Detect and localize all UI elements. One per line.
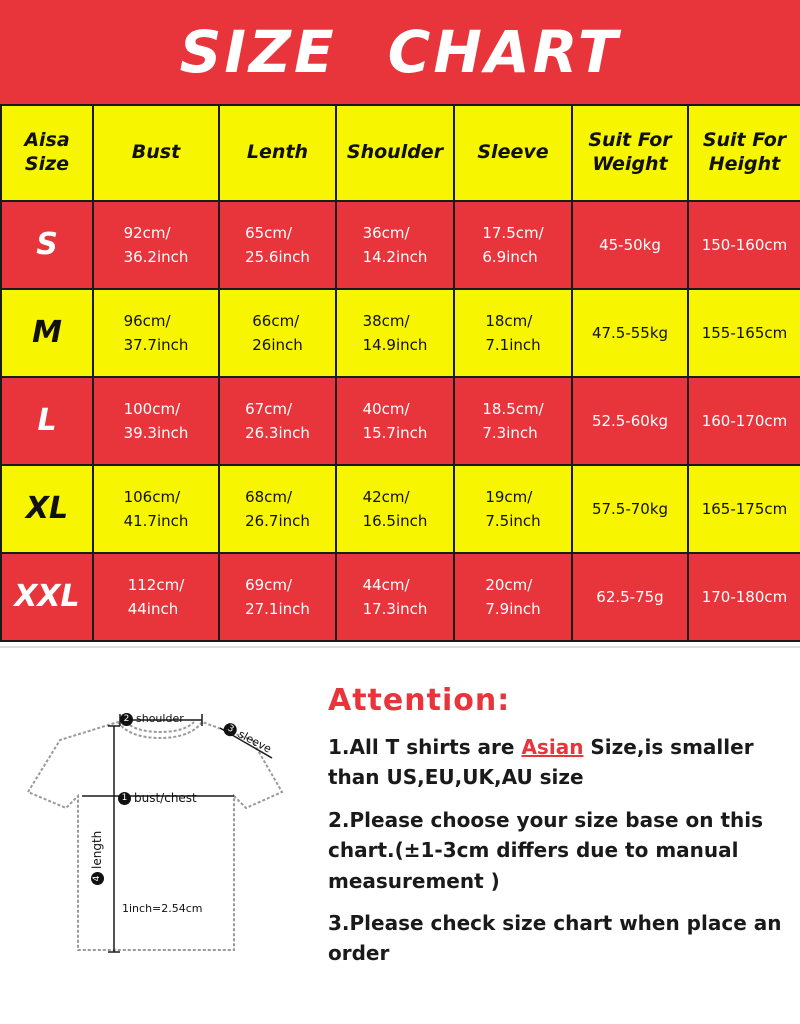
sleeve-line: 7.3inch — [482, 424, 538, 442]
sleeve-line: 6.9inch — [482, 248, 538, 266]
size-cell: S — [1, 201, 93, 289]
bust-line: 41.7inch — [123, 512, 189, 530]
size-cell: L — [1, 377, 93, 465]
length-label-text: length — [90, 830, 104, 869]
attention-heading: Attention: — [328, 683, 511, 718]
height-cell: 155-165cm — [688, 289, 800, 377]
sleeve-cell — [454, 465, 572, 553]
length-cell — [219, 465, 336, 553]
size-cell: M — [1, 289, 93, 377]
header-bust: Bust — [93, 105, 219, 201]
shoulder-line: 16.5inch — [362, 512, 428, 530]
asian-highlight: Asian — [521, 735, 584, 759]
header-sleeve: Sleeve — [454, 105, 572, 201]
length-cell — [219, 377, 336, 465]
weight-cell: 62.5-75g — [572, 553, 688, 641]
shoulder-cell — [336, 201, 454, 289]
header-height: Suit For Height — [688, 105, 800, 201]
height-cell: 170-180cm — [688, 553, 800, 641]
weight-cell: 47.5-55kg — [572, 289, 688, 377]
height-cell: 160-170cm — [688, 377, 800, 465]
sleeve-cell — [454, 377, 572, 465]
bust-line: 106cm/ — [123, 488, 181, 506]
sleeve-line: 18.5cm/ — [482, 400, 544, 418]
length-line: 67cm/ — [245, 400, 293, 418]
sleeve-cell — [454, 289, 572, 377]
bust-line: 36.2inch — [123, 248, 189, 266]
shoulder-label — [120, 712, 184, 726]
length-line: 69cm/ — [245, 576, 293, 594]
title-banner — [0, 0, 800, 104]
sleeve-line: 7.9inch — [485, 600, 541, 618]
weight-cell: 57.5-70kg — [572, 465, 688, 553]
header-length: Lenth — [219, 105, 336, 201]
length-label — [90, 831, 104, 885]
length-line: 27.1inch — [245, 600, 310, 618]
length-value — [245, 221, 310, 269]
section-divider — [0, 646, 800, 648]
sleeve-value — [485, 573, 540, 621]
sleeve-value — [482, 221, 543, 269]
shoulder-line: 40cm/ — [362, 400, 410, 418]
shoulder-line: 38cm/ — [362, 312, 410, 330]
weight-cell: 45-50kg — [572, 201, 688, 289]
bust-value — [124, 397, 189, 445]
shoulder-value — [363, 485, 428, 533]
sleeve-line: 18cm/ — [485, 312, 533, 330]
shoulder-line: 14.9inch — [362, 336, 428, 354]
table-header-row — [1, 105, 800, 201]
bust-value — [124, 309, 189, 357]
shoulder-line: 42cm/ — [362, 488, 410, 506]
header-size: Aisa Size — [1, 105, 93, 201]
shoulder-value — [363, 221, 428, 269]
shoulder-line: 36cm/ — [362, 224, 410, 242]
header-shoulder: Shoulder — [336, 105, 454, 201]
note-asian-size — [328, 732, 788, 793]
shoulder-line: 44cm/ — [362, 576, 410, 594]
sleeve-line: 19cm/ — [485, 488, 533, 506]
bust-label-text: bust/chest — [134, 791, 197, 805]
bust-line: 37.7inch — [123, 336, 189, 354]
length-line: 65cm/ — [245, 224, 293, 242]
shoulder-line: 17.3inch — [362, 600, 428, 618]
height-cell: 150-160cm — [688, 201, 800, 289]
shoulder-cell — [336, 377, 454, 465]
length-value — [245, 573, 310, 621]
table-row — [1, 201, 800, 289]
note1-text-end: Size,is smaller than US,EU,UK,AU size — [328, 735, 754, 790]
bust-value — [128, 573, 185, 621]
shoulder-value — [363, 397, 428, 445]
shoulder-label-text: shoulder — [136, 712, 184, 725]
sleeve-value — [485, 485, 540, 533]
attention-section — [328, 683, 788, 981]
bust-cell — [93, 377, 219, 465]
sleeve-value — [482, 397, 543, 445]
length-cell — [219, 201, 336, 289]
size-table — [0, 104, 800, 642]
bust-cell — [93, 465, 219, 553]
length-number-badge: 4 — [91, 872, 104, 885]
shoulder-number-badge: 2 — [120, 713, 133, 726]
length-value — [245, 397, 310, 445]
sleeve-number-badge: 3 — [222, 720, 240, 738]
bust-label — [118, 791, 197, 805]
header-weight: Suit For Weight — [572, 105, 688, 201]
sleeve-cell — [454, 201, 572, 289]
bust-cell — [93, 289, 219, 377]
sleeve-line: 20cm/ — [485, 576, 533, 594]
shoulder-value — [363, 309, 428, 357]
length-line: 66cm/ — [252, 312, 300, 330]
length-cell — [219, 289, 336, 377]
conversion-note: 1inch=2.54cm — [122, 902, 203, 915]
shoulder-cell — [336, 465, 454, 553]
table-row — [1, 377, 800, 465]
length-line: 68cm/ — [245, 488, 293, 506]
length-value — [245, 485, 310, 533]
tshirt-diagram — [20, 700, 310, 970]
bust-line: 39.3inch — [123, 424, 189, 442]
sleeve-value — [485, 309, 540, 357]
shoulder-cell — [336, 289, 454, 377]
length-value — [252, 309, 303, 357]
size-cell: XL — [1, 465, 93, 553]
bust-number-badge: 1 — [118, 792, 131, 805]
length-line: 25.6inch — [245, 248, 310, 266]
shoulder-line: 14.2inch — [362, 248, 428, 266]
sleeve-line: 7.1inch — [485, 336, 541, 354]
bust-line: 44inch — [127, 600, 179, 618]
sleeve-label-text: sleeve — [236, 727, 274, 756]
table-row — [1, 289, 800, 377]
shoulder-cell — [336, 553, 454, 641]
note-choose-size: 2.Please choose your size base on this chart.(±1-3cm differs due to manual measurement ) — [328, 807, 764, 893]
table-row — [1, 553, 800, 641]
weight-cell: 52.5-60kg — [572, 377, 688, 465]
length-cell — [219, 553, 336, 641]
shoulder-value — [363, 573, 428, 621]
size-cell: XXL — [1, 553, 93, 641]
bust-cell — [93, 553, 219, 641]
sleeve-line: 17.5cm/ — [482, 224, 544, 242]
bust-value — [124, 485, 189, 533]
shoulder-line: 15.7inch — [362, 424, 428, 442]
bust-line: 96cm/ — [123, 312, 171, 330]
note1-text-start: 1.All T shirts are — [328, 735, 522, 759]
sleeve-line: 7.5inch — [485, 512, 541, 530]
table-row — [1, 465, 800, 553]
bust-line: 92cm/ — [123, 224, 171, 242]
bust-cell — [93, 201, 219, 289]
length-line: 26.7inch — [245, 512, 310, 530]
note-check-chart: 3.Please check size chart when place an order — [328, 910, 782, 966]
height-cell: 165-175cm — [688, 465, 800, 553]
bust-line: 100cm/ — [123, 400, 181, 418]
sleeve-cell — [454, 553, 572, 641]
bust-line: 112cm/ — [127, 576, 185, 594]
bust-value — [124, 221, 189, 269]
page-title: SIZE CHART — [179, 18, 621, 86]
length-line: 26inch — [252, 336, 303, 354]
length-line: 26.3inch — [245, 424, 310, 442]
